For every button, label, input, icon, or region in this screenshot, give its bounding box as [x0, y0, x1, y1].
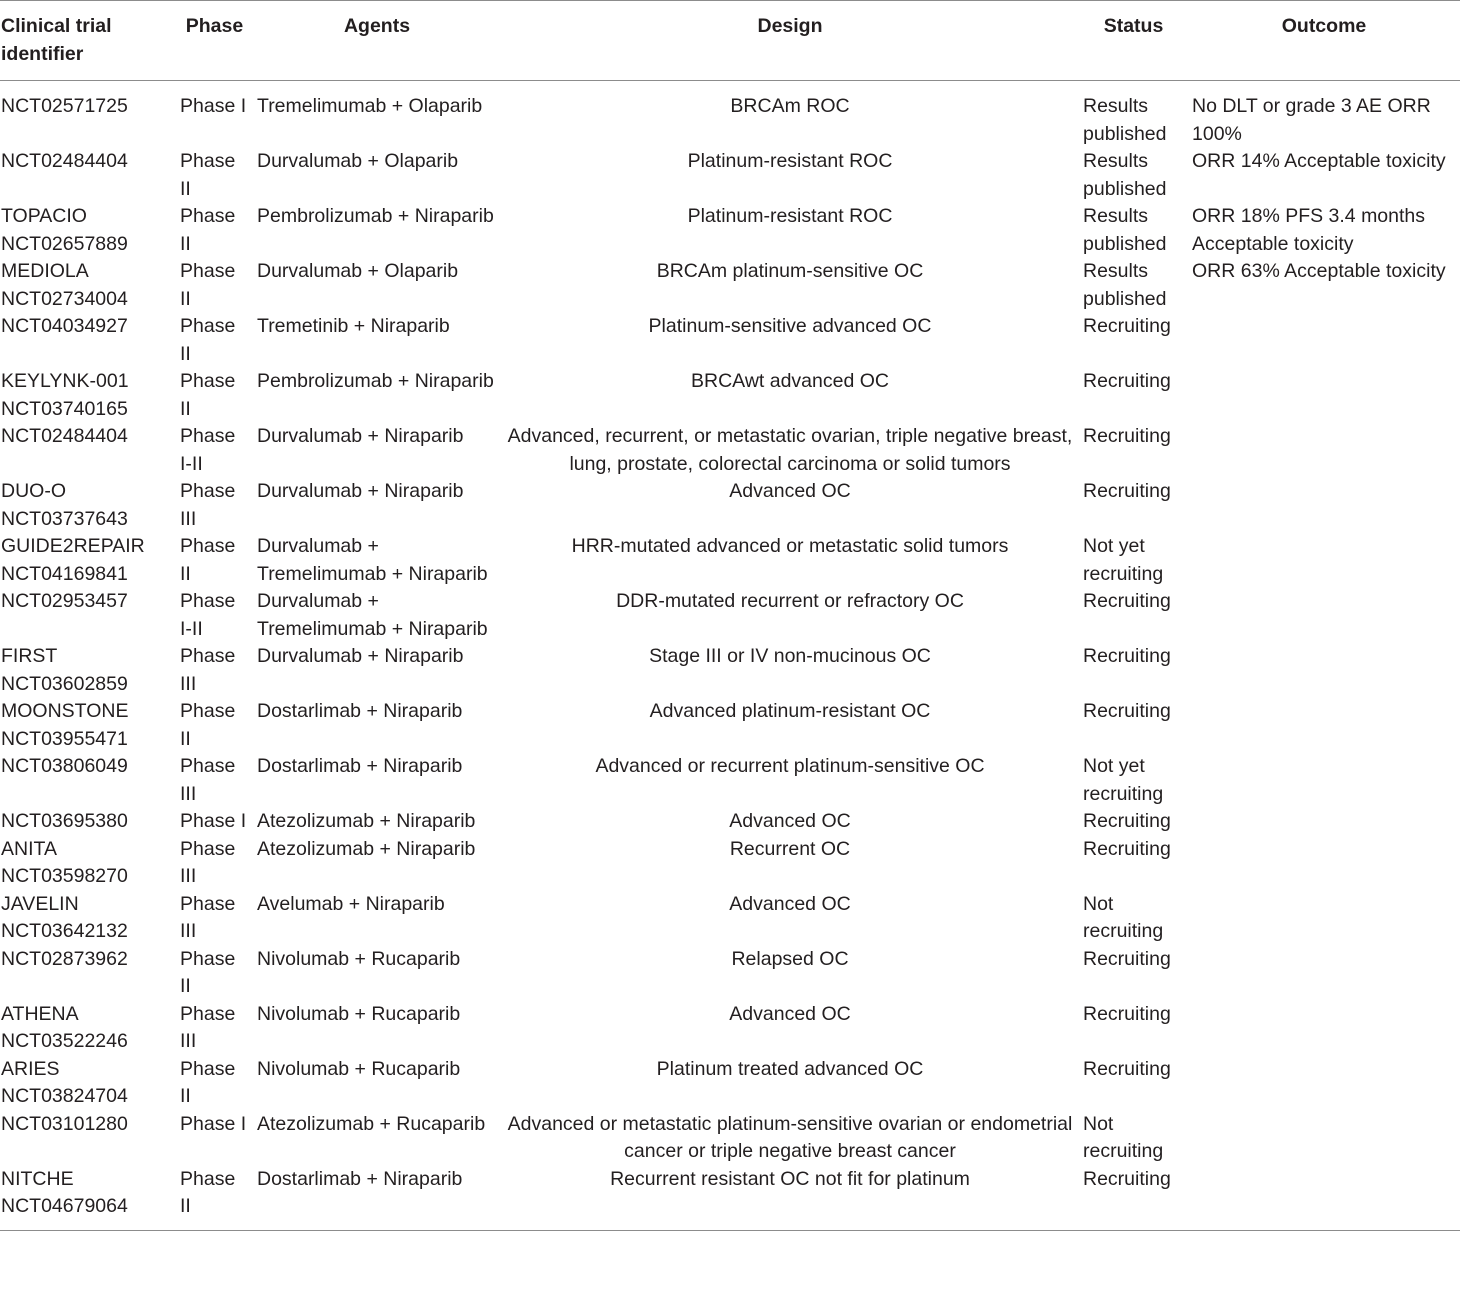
cell-phase: Phase III	[180, 892, 236, 942]
cell-agents: Tremelimumab + Olaparib	[257, 95, 483, 117]
cell-phase: Phase III	[180, 645, 236, 695]
cell-design: Stage III or IV non-mucinous OC	[649, 645, 931, 667]
cell-outcome	[1188, 478, 1460, 533]
cell-outcome	[1188, 423, 1460, 478]
cell-outcome	[1188, 891, 1460, 946]
cell-status: Recruiting	[1083, 1167, 1171, 1190]
cell-design: BRCAwt advanced OC	[691, 370, 889, 392]
cell-design: Advanced, recurrent, or metastatic ovarian, triple negative breast, lung, prostate, colorectal carcinoma or solid tumors	[507, 425, 1073, 475]
cell-trial-identifier: NCT02953457	[1, 590, 128, 612]
cell-phase: Phase III	[180, 755, 236, 805]
cell-phase: Phase II	[180, 535, 236, 585]
cell-status: Recruiting	[1083, 370, 1171, 392]
cell-phase: Phase II	[180, 700, 236, 750]
cell-trial-identifier: GUIDE2REPAIR NCT04169841	[1, 535, 145, 585]
cell-trial-identifier: NCT03101280	[1, 1112, 128, 1135]
cell-trial-identifier: NCT03695380	[1, 810, 128, 832]
cell-status: Recruiting	[1083, 837, 1171, 860]
cell-trial-identifier: DUO-O NCT03737643	[1, 480, 128, 530]
table-row	[0, 643, 1460, 698]
header-phase: Phase	[185, 15, 244, 37]
header-row	[0, 1, 1460, 81]
cell-phase: Phase I	[180, 95, 247, 117]
cell-design: Advanced platinum-resistant OC	[649, 700, 931, 722]
table-row	[0, 313, 1460, 368]
header-outcome: Outcome	[1281, 15, 1367, 37]
cell-phase: Phase II	[180, 150, 236, 200]
cell-agents: Pembrolizumab + Niraparib	[257, 370, 494, 392]
cell-status: Not yet recruiting	[1083, 535, 1164, 585]
cell-outcome: ORR 18% PFS 3.4 months Acceptable toxicity	[1192, 205, 1426, 255]
table-row	[0, 368, 1460, 423]
table-row	[0, 1166, 1460, 1231]
cell-status: Recruiting	[1083, 480, 1171, 502]
cell-status: Recruiting	[1083, 315, 1171, 337]
cell-agents: Nivolumab + Rucaparib	[257, 1002, 461, 1025]
table-row	[0, 891, 1460, 946]
cell-design: DDR-mutated recurrent or refractory OC	[616, 590, 964, 612]
cell-trial-identifier: NCT02571725	[1, 95, 128, 117]
cell-design: Platinum treated advanced OC	[656, 1057, 924, 1080]
cell-design: Recurrent resistant OC not fit for platinum	[610, 1167, 970, 1190]
cell-agents: Dostarlimab + Niraparib	[257, 700, 463, 722]
cell-design: Advanced or metastatic platinum-sensitive ovarian or endometrial cancer or triple negative breast cancer	[507, 1112, 1073, 1162]
cell-trial-identifier: KEYLYNK-001 NCT03740165	[1, 370, 129, 420]
cell-outcome	[1188, 1166, 1460, 1231]
table-row	[0, 946, 1460, 1001]
cell-trial-identifier: NCT03806049	[1, 755, 128, 777]
cell-agents: Durvalumab + Niraparib	[257, 645, 464, 667]
cell-status: Recruiting	[1083, 700, 1171, 722]
cell-design: Advanced or recurrent platinum-sensitive OC	[595, 755, 985, 777]
cell-outcome	[1188, 1111, 1460, 1166]
cell-agents: Atezolizumab + Rucaparib	[257, 1112, 486, 1135]
table-row	[0, 533, 1460, 588]
table-row	[0, 1001, 1460, 1056]
cell-trial-identifier: TOPACIO NCT02657889	[1, 205, 128, 255]
cell-trial-identifier: MOONSTONE NCT03955471	[1, 700, 129, 750]
cell-outcome	[1188, 313, 1460, 368]
header-agents: Agents	[343, 15, 411, 37]
cell-status: Recruiting	[1083, 645, 1171, 667]
cell-outcome	[1188, 808, 1460, 836]
cell-trial-identifier: MEDIOLA NCT02734004	[1, 260, 128, 310]
cell-outcome	[1188, 698, 1460, 753]
cell-phase: Phase I	[180, 1112, 247, 1135]
table-row	[0, 148, 1460, 203]
table-row	[0, 1056, 1460, 1111]
table-row	[0, 588, 1460, 643]
cell-outcome	[1188, 368, 1460, 423]
cell-trial-identifier: NCT02484404	[1, 425, 128, 447]
cell-outcome: ORR 63% Acceptable toxicity	[1192, 260, 1446, 282]
cell-agents: Avelumab + Niraparib	[257, 892, 445, 915]
table-body	[0, 81, 1460, 1231]
cell-agents: Durvalumab + Tremelimumab + Niraparib	[257, 590, 488, 640]
cell-outcome	[1188, 1001, 1460, 1056]
header-status: Status	[1103, 15, 1164, 37]
cell-agents: Durvalumab + Niraparib	[257, 480, 464, 502]
cell-agents: Nivolumab + Rucaparib	[257, 1057, 461, 1080]
cell-trial-identifier: FIRST NCT03602859	[1, 645, 128, 695]
cell-status: Recruiting	[1083, 590, 1171, 612]
cell-status: Not recruiting	[1083, 892, 1164, 942]
cell-phase: Phase II	[180, 260, 236, 310]
cell-trial-identifier: NCT02484404	[1, 150, 128, 172]
header-design: Design	[757, 15, 823, 37]
table-row	[0, 1111, 1460, 1166]
cell-agents: Pembrolizumab + Niraparib	[257, 205, 494, 227]
cell-phase: Phase II	[180, 1167, 236, 1217]
cell-trial-identifier: NCT04034927	[1, 315, 128, 337]
cell-design: Platinum-sensitive advanced OC	[648, 315, 932, 337]
table-row	[0, 808, 1460, 836]
cell-phase: Phase II	[180, 205, 236, 255]
cell-agents: Durvalumab + Olaparib	[257, 150, 459, 172]
cell-design: HRR-mutated advanced or metastatic solid tumors	[571, 535, 1009, 557]
cell-phase: Phase III	[180, 480, 236, 530]
cell-outcome	[1188, 643, 1460, 698]
table-row	[0, 753, 1460, 808]
cell-agents: Tremetinib + Niraparib	[257, 315, 450, 337]
cell-phase: Phase I	[180, 810, 247, 832]
cell-phase: Phase III	[180, 1002, 236, 1052]
cell-outcome	[1188, 836, 1460, 891]
cell-status: Results published	[1083, 150, 1167, 200]
cell-design: Advanced OC	[729, 892, 851, 915]
cell-agents: Atezolizumab + Niraparib	[257, 837, 476, 860]
cell-design: Platinum-resistant ROC	[687, 205, 893, 227]
cell-agents: Dostarlimab + Niraparib	[257, 1167, 463, 1190]
cell-design: BRCAm ROC	[730, 95, 850, 117]
cell-agents: Durvalumab + Olaparib	[257, 260, 459, 282]
cell-phase: Phase III	[180, 837, 236, 887]
table-row	[0, 836, 1460, 891]
cell-agents: Dostarlimab + Niraparib	[257, 755, 463, 777]
cell-trial-identifier: ANITA NCT03598270	[1, 837, 128, 887]
cell-phase: Phase II	[180, 315, 236, 365]
cell-status: Recruiting	[1083, 810, 1171, 832]
cell-outcome: ORR 14% Acceptable toxicity	[1192, 150, 1446, 172]
cell-trial-identifier: ATHENA NCT03522246	[1, 1002, 128, 1052]
cell-phase: Phase II	[180, 370, 236, 420]
table-header	[0, 1, 1460, 81]
cell-outcome	[1188, 946, 1460, 1001]
table-row	[0, 81, 1460, 149]
cell-design: Recurrent OC	[729, 837, 851, 860]
cell-outcome: No DLT or grade 3 AE ORR 100%	[1192, 95, 1431, 145]
cell-status: Recruiting	[1083, 947, 1171, 970]
cell-status: Recruiting	[1083, 1057, 1171, 1080]
cell-trial-identifier: NITCHE NCT04679064	[1, 1167, 128, 1217]
cell-phase: Phase II	[180, 1057, 236, 1107]
cell-agents: Durvalumab + Niraparib	[257, 425, 464, 447]
cell-trial-identifier: ARIES NCT03824704	[1, 1057, 128, 1107]
cell-design: Platinum-resistant ROC	[687, 150, 893, 172]
table-row	[0, 258, 1460, 313]
cell-status: Not recruiting	[1083, 1112, 1164, 1162]
cell-design: Advanced OC	[729, 480, 851, 502]
cell-phase: Phase II	[180, 947, 236, 997]
table-row	[0, 478, 1460, 533]
cell-status: Results published	[1083, 205, 1167, 255]
cell-agents: Durvalumab + Tremelimumab + Niraparib	[257, 535, 488, 585]
cell-trial-identifier: JAVELIN NCT03642132	[1, 892, 128, 942]
cell-status: Not yet recruiting	[1083, 755, 1164, 805]
cell-status: Results published	[1083, 260, 1167, 310]
table-row	[0, 698, 1460, 753]
cell-outcome	[1188, 588, 1460, 643]
cell-outcome	[1188, 1056, 1460, 1111]
cell-design: Advanced OC	[729, 1002, 851, 1025]
cell-agents: Atezolizumab + Niraparib	[257, 810, 476, 832]
cell-design: BRCAm platinum-sensitive OC	[656, 260, 924, 282]
cell-status: Recruiting	[1083, 1002, 1171, 1025]
table-row	[0, 423, 1460, 478]
cell-status: Recruiting	[1083, 425, 1171, 447]
cell-outcome	[1188, 753, 1460, 808]
cell-phase: Phase I-II	[180, 425, 236, 475]
cell-phase: Phase I-II	[180, 590, 236, 640]
cell-outcome	[1188, 533, 1460, 588]
cell-status: Results published	[1083, 95, 1167, 145]
cell-design: Relapsed OC	[731, 947, 849, 970]
cell-trial-identifier: NCT02873962	[1, 947, 128, 970]
cell-design: Advanced OC	[729, 810, 851, 832]
header-clinical-trial-identifier: Clinical trial identifier	[1, 15, 112, 65]
table-row	[0, 203, 1460, 258]
cell-agents: Nivolumab + Rucaparib	[257, 947, 461, 970]
